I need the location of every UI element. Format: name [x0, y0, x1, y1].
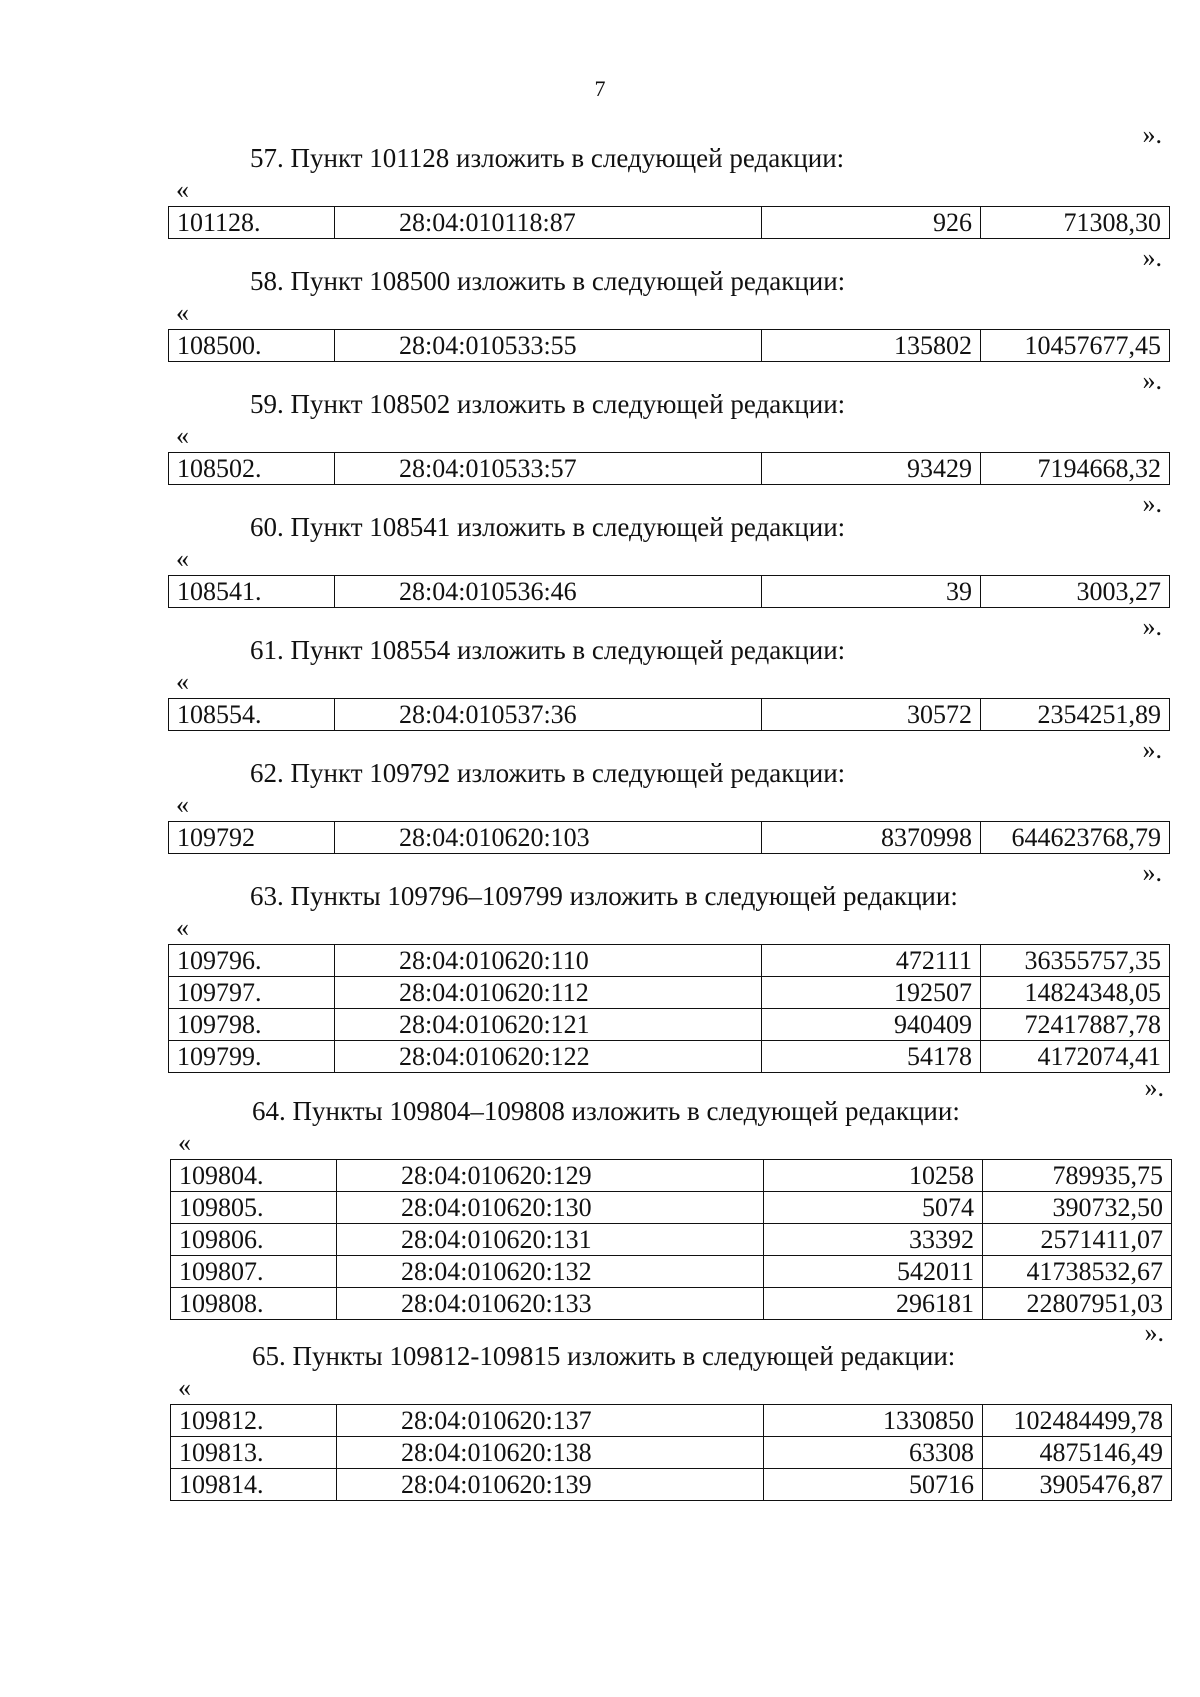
table-row: [171, 1437, 1172, 1469]
table-row: [171, 1256, 1172, 1288]
area-cell: 940409: [762, 1009, 981, 1041]
parcel-table: [168, 575, 1170, 608]
amendment-block: [170, 1073, 1172, 1318]
area-cell: 54178: [762, 1041, 981, 1073]
closing-quote: ».: [1142, 612, 1162, 641]
table-row: [171, 1192, 1172, 1224]
table-row: [169, 977, 1170, 1009]
item-number-cell: 109812.: [171, 1405, 337, 1437]
cadastral-number-cell: 28:04:010536:46: [335, 576, 762, 608]
table-row: [169, 945, 1170, 977]
amendment-block: [170, 1318, 1172, 1499]
value-cell: 2571411,07: [983, 1224, 1172, 1256]
item-number-cell: 109806.: [171, 1224, 337, 1256]
opening-quote: «: [176, 421, 189, 450]
parcel-table: [170, 1159, 1172, 1320]
amendment-block: [168, 858, 1170, 1071]
table-row: [169, 453, 1170, 485]
cadastral-number-cell: 28:04:010533:57: [335, 453, 762, 485]
area-cell: 93429: [762, 453, 981, 485]
table-row: [169, 1009, 1170, 1041]
closing-quote: ».: [1144, 1318, 1164, 1347]
area-cell: 192507: [762, 977, 981, 1009]
area-cell: 8370998: [762, 822, 981, 854]
cadastral-number-cell: 28:04:010620:132: [337, 1256, 764, 1288]
table-row: [171, 1405, 1172, 1437]
item-number-cell: 109797.: [169, 977, 335, 1009]
amendment-block: [168, 120, 1170, 252]
closing-quote: ».: [1142, 120, 1162, 149]
item-number-cell: 108554.: [169, 699, 335, 731]
table-row: [169, 699, 1170, 731]
value-cell: 390732,50: [983, 1192, 1172, 1224]
opening-quote: «: [176, 298, 189, 327]
closing-quote: ».: [1142, 858, 1162, 887]
value-cell: 4172074,41: [981, 1041, 1170, 1073]
amendment-block: [168, 735, 1170, 867]
parcel-table: [168, 698, 1170, 731]
cadastral-number-cell: 28:04:010620:110: [335, 945, 762, 977]
item-number-cell: 108541.: [169, 576, 335, 608]
cadastral-number-cell: 28:04:010533:55: [335, 330, 762, 362]
cadastral-number-cell: 28:04:010620:139: [337, 1469, 764, 1501]
amendment-heading: 65. Пункты 109812-109815 изложить в следующей редакции:: [252, 1341, 956, 1371]
item-number-cell: 108500.: [169, 330, 335, 362]
item-number-cell: 109814.: [171, 1469, 337, 1501]
value-cell: 789935,75: [983, 1160, 1172, 1192]
table-row: [169, 330, 1170, 362]
table-row: [171, 1160, 1172, 1192]
closing-quote: ».: [1144, 1073, 1164, 1102]
item-number-cell: 109804.: [171, 1160, 337, 1192]
value-cell: 7194668,32: [981, 453, 1170, 485]
cadastral-number-cell: 28:04:010118:87: [335, 207, 762, 239]
cadastral-number-cell: 28:04:010620:133: [337, 1288, 764, 1320]
item-number-cell: 109805.: [171, 1192, 337, 1224]
item-number-cell: 101128.: [169, 207, 335, 239]
amendment-heading: 62. Пункт 109792 изложить в следующей редакции:: [250, 758, 846, 788]
cadastral-number-cell: 28:04:010620:121: [335, 1009, 762, 1041]
value-cell: 14824348,05: [981, 977, 1170, 1009]
amendment-heading: 63. Пункты 109796–109799 изложить в следующей редакции:: [250, 881, 958, 911]
parcel-table: [168, 944, 1170, 1073]
area-cell: 30572: [762, 699, 981, 731]
table-row: [171, 1288, 1172, 1320]
area-cell: 63308: [764, 1437, 983, 1469]
opening-quote: «: [176, 175, 189, 204]
item-number-cell: 109808.: [171, 1288, 337, 1320]
cadastral-number-cell: 28:04:010620:103: [335, 822, 762, 854]
table-row: [171, 1469, 1172, 1501]
value-cell: 41738532,67: [983, 1256, 1172, 1288]
amendment-heading: 59. Пункт 108502 изложить в следующей редакции:: [250, 389, 846, 419]
area-cell: 1330850: [764, 1405, 983, 1437]
closing-quote: ».: [1142, 489, 1162, 518]
cadastral-number-cell: 28:04:010620:137: [337, 1405, 764, 1437]
value-cell: 644623768,79: [981, 822, 1170, 854]
amendment-heading: 64. Пункты 109804–109808 изложить в следующей редакции:: [252, 1096, 960, 1126]
amendment-block: [168, 489, 1170, 621]
area-cell: 10258: [764, 1160, 983, 1192]
table-row: [169, 207, 1170, 239]
cadastral-number-cell: 28:04:010620:122: [335, 1041, 762, 1073]
opening-quote: «: [176, 790, 189, 819]
parcel-table: [168, 821, 1170, 854]
area-cell: 5074: [764, 1192, 983, 1224]
area-cell: 542011: [764, 1256, 983, 1288]
area-cell: 39: [762, 576, 981, 608]
closing-quote: ».: [1142, 366, 1162, 395]
opening-quote: «: [178, 1128, 191, 1157]
parcel-table: [168, 329, 1170, 362]
area-cell: 135802: [762, 330, 981, 362]
table-row: [171, 1224, 1172, 1256]
item-number-cell: 109796.: [169, 945, 335, 977]
item-number-cell: 108502.: [169, 453, 335, 485]
opening-quote: «: [178, 1373, 191, 1402]
closing-quote: ».: [1142, 243, 1162, 272]
value-cell: 102484499,78: [983, 1405, 1172, 1437]
value-cell: 3003,27: [981, 576, 1170, 608]
amendment-block: [168, 366, 1170, 498]
value-cell: 22807951,03: [983, 1288, 1172, 1320]
item-number-cell: 109792: [169, 822, 335, 854]
parcel-table: [170, 1404, 1172, 1501]
item-number-cell: 109807.: [171, 1256, 337, 1288]
value-cell: 3905476,87: [983, 1469, 1172, 1501]
amendment-block: [168, 243, 1170, 375]
value-cell: 4875146,49: [983, 1437, 1172, 1469]
amendment-heading: 57. Пункт 101128 изложить в следующей редакции:: [250, 143, 845, 173]
value-cell: 10457677,45: [981, 330, 1170, 362]
cadastral-number-cell: 28:04:010620:129: [337, 1160, 764, 1192]
item-number-cell: 109798.: [169, 1009, 335, 1041]
amendment-heading: 60. Пункт 108541 изложить в следующей редакции:: [250, 512, 846, 542]
area-cell: 472111: [762, 945, 981, 977]
amendment-heading: 61. Пункт 108554 изложить в следующей редакции:: [250, 635, 846, 665]
cadastral-number-cell: 28:04:010620:138: [337, 1437, 764, 1469]
cadastral-number-cell: 28:04:010537:36: [335, 699, 762, 731]
value-cell: 2354251,89: [981, 699, 1170, 731]
amendment-heading: 58. Пункт 108500 изложить в следующей редакции:: [250, 266, 846, 296]
parcel-table: [168, 452, 1170, 485]
value-cell: 71308,30: [981, 207, 1170, 239]
opening-quote: «: [176, 544, 189, 573]
table-row: [169, 822, 1170, 854]
item-number-cell: 109799.: [169, 1041, 335, 1073]
page-number: 7: [594, 76, 606, 101]
value-cell: 36355757,35: [981, 945, 1170, 977]
amendment-block: [168, 612, 1170, 744]
area-cell: 33392: [764, 1224, 983, 1256]
table-row: [169, 1041, 1170, 1073]
item-number-cell: 109813.: [171, 1437, 337, 1469]
opening-quote: «: [176, 667, 189, 696]
area-cell: 926: [762, 207, 981, 239]
value-cell: 72417887,78: [981, 1009, 1170, 1041]
table-row: [169, 576, 1170, 608]
area-cell: 296181: [764, 1288, 983, 1320]
cadastral-number-cell: 28:04:010620:130: [337, 1192, 764, 1224]
parcel-table: [168, 206, 1170, 239]
cadastral-number-cell: 28:04:010620:131: [337, 1224, 764, 1256]
opening-quote: «: [176, 913, 189, 942]
area-cell: 50716: [764, 1469, 983, 1501]
cadastral-number-cell: 28:04:010620:112: [335, 977, 762, 1009]
closing-quote: ».: [1142, 735, 1162, 764]
